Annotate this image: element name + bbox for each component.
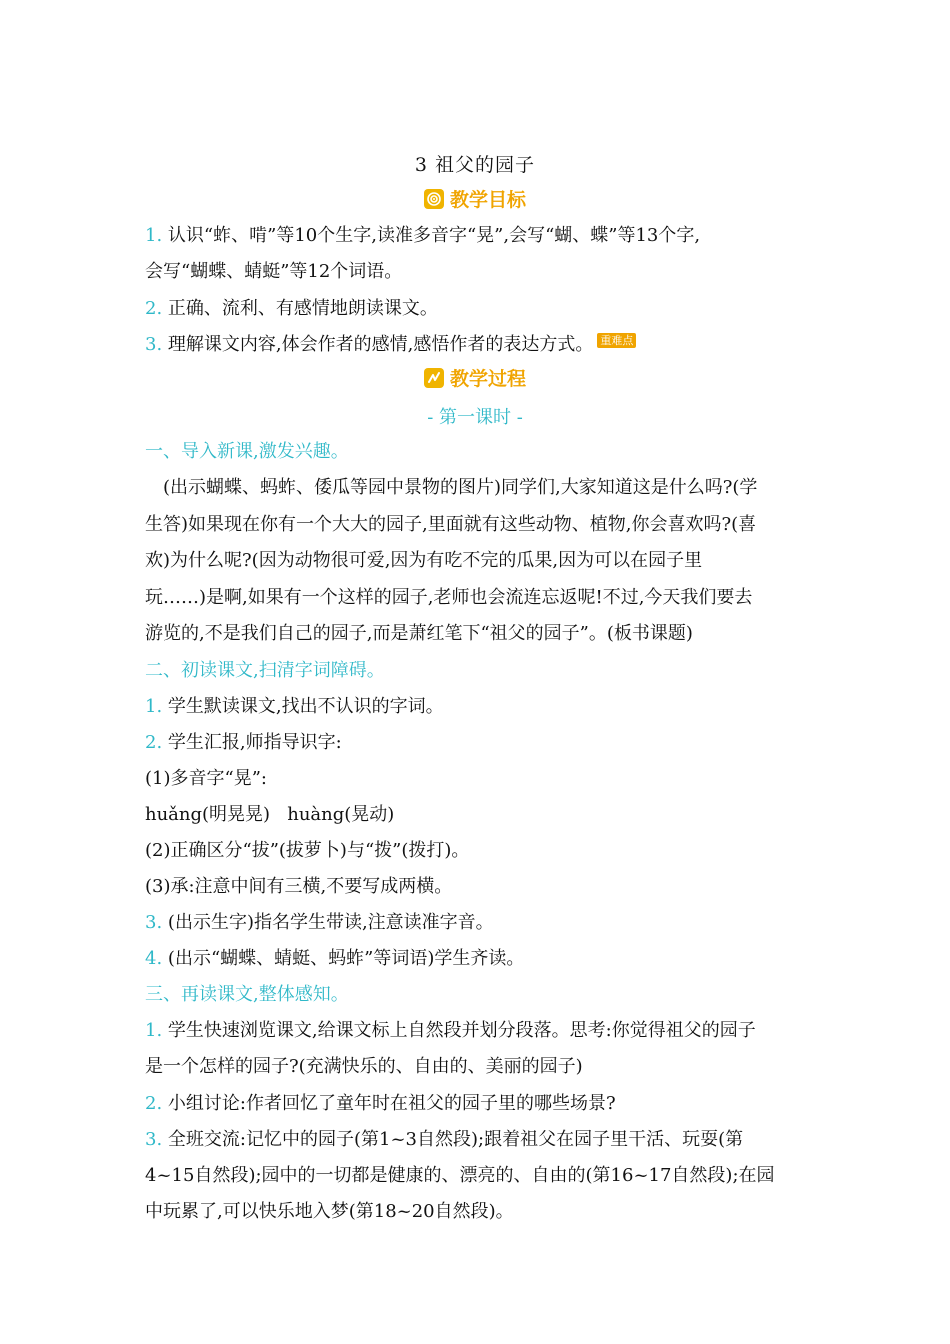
list-item: (2)正确区分“拔”(拔萝卜)与“拨”(拨打)。 (145, 840, 470, 861)
target-icon (424, 189, 444, 209)
goal-number: 1. (145, 225, 163, 246)
goal-item (145, 224, 815, 248)
section-teaching-goals (0, 185, 950, 212)
lesson-period-label: - 第一课时 - (427, 407, 523, 428)
list-item: 是一个怎样的园子?(充满快乐的、自由的、美丽的园子) (145, 1056, 583, 1077)
list-item: (3)承:注意中间有三横,不要写成两横。 (145, 876, 453, 897)
list-item: (1)多音字“晃”: (145, 768, 267, 789)
part1-heading: 一、导入新课,激发兴趣。 (145, 441, 349, 462)
goal-text: 认识“蚱、啃”等10个生字,读准多音字“晃”,会写“蝴、蝶”等13个字, (167, 225, 701, 246)
paragraph-line: (出示蝴蝶、蚂蚱、倭瓜等园中景物的图片)同学们,大家知道这是什么吗?(学 (163, 477, 758, 498)
list-item: 2. 学生汇报,师指导识字: (145, 732, 342, 753)
part2-heading: 二、初读课文,扫清字词障碍。 (145, 660, 385, 681)
list-item: 中玩累了,可以快乐地入梦(第18~20自然段)。 (145, 1201, 514, 1222)
list-item: 2. 小组讨论:作者回忆了童年时在祖父的园子里的哪些场景? (145, 1093, 616, 1114)
list-item: 4~15自然段);园中的一切都是健康的、漂亮的、自由的(第16~17自然段);在园 (145, 1165, 775, 1186)
list-item: 1. 学生快速浏览课文,给课文标上自然段并划分段落。思考:你觉得祖父的园子 (145, 1020, 756, 1041)
list-item: 4. (出示“蝴蝶、蜻蜓、蚂蚱”等词语)学生齐读。 (145, 948, 525, 969)
paragraph-line: 游览的,不是我们自己的园子,而是萧红笔下“祖父的园子”。(板书课题) (145, 623, 693, 644)
goal-item (145, 333, 815, 357)
section-teaching-process (0, 364, 950, 391)
goal-item-cont (145, 260, 815, 284)
list-item: huǎng(明晃晃) huàng(晃动) (145, 804, 395, 825)
key-point-tag: 重难点 (597, 333, 636, 348)
goal-text: 正确、流利、有感情地朗读课文。 (167, 298, 438, 319)
list-item: 3. 全班交流:记忆中的园子(第1~3自然段);跟着祖父在园子里干活、玩耍(第 (145, 1129, 744, 1150)
goal-text: 会写“蝴蝶、蜻蜓”等12个词语。 (145, 261, 403, 282)
paragraph-line: 玩……)是啊,如果有一个这样的园子,老师也会流连忘返呢!不过,今天我们要去 (145, 587, 753, 608)
section-label: 教学过程 (449, 368, 526, 390)
goal-item (145, 297, 815, 321)
paragraph-line: 生答)如果现在你有一个大大的园子,里面就有这些动物、植物,你会喜欢吗?(喜 (145, 514, 757, 535)
part3-heading: 三、再读课文,整体感知。 (145, 984, 349, 1005)
list-item: 3. (出示生字)指名学生带读,注意读准字音。 (145, 912, 494, 933)
goal-number: 3. (145, 334, 163, 355)
lesson-title: 3 祖父的园子 (414, 154, 536, 176)
process-icon (424, 368, 444, 388)
section-label: 教学目标 (449, 189, 526, 211)
goal-text: 理解课文内容,体会作者的感情,感悟作者的表达方式。 (167, 334, 594, 355)
list-item: 1. 学生默读课文,找出不认识的字词。 (145, 696, 444, 717)
paragraph-line: 欢)为什么呢?(因为动物很可爱,因为有吃不完的瓜果,因为可以在园子里 (145, 550, 703, 571)
goal-number: 2. (145, 298, 163, 319)
